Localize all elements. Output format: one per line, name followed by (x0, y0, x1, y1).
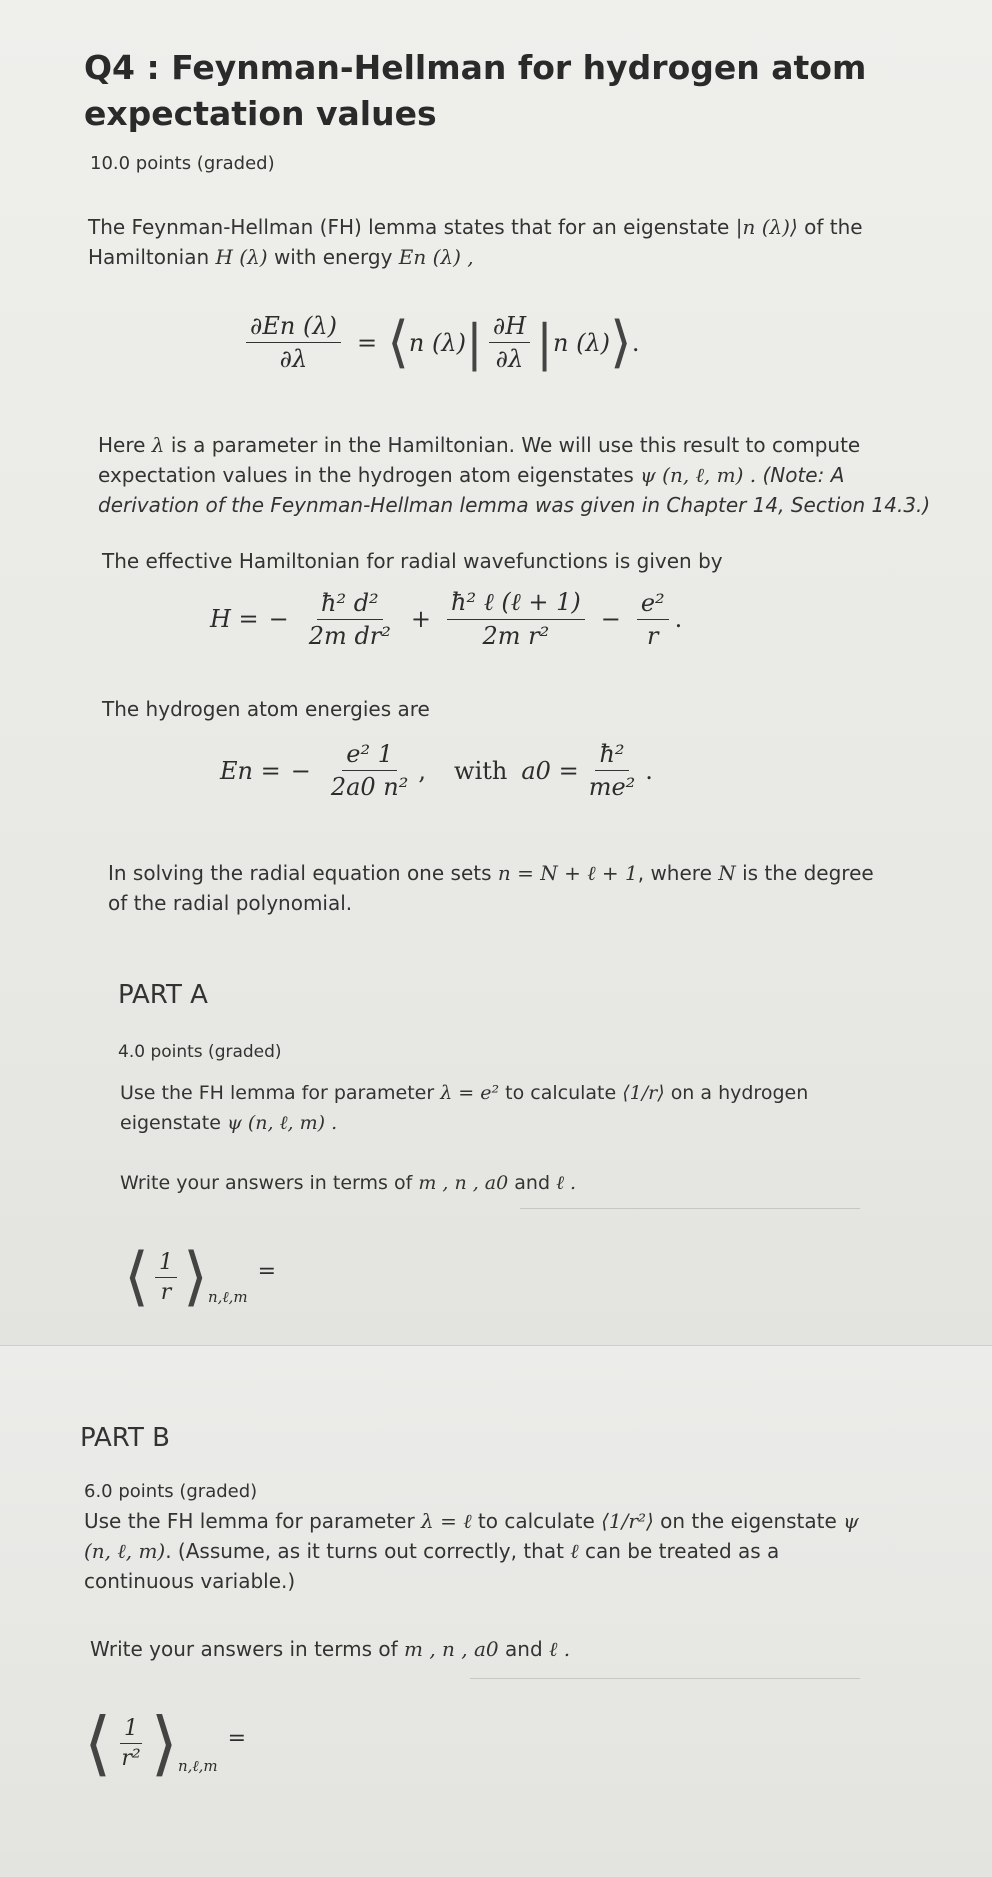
part-b-points: 6.0 points (graded) (84, 1481, 258, 1502)
part-a-divider (520, 1208, 860, 1209)
intro-hamiltonian: H (λ) (215, 245, 268, 269)
fh-lemma-equation: $\frac{\partial En (\lambda)}{\partial\lambda}$ = ⟨ n (λ) | $\frac{\partial H}{\partial\lambda}$ | n (λ) ⟩ . (240, 312, 640, 373)
radial-hamiltonian-equation: H = − $\frac{\text{ħ² d²}}{\text{2m dr²}}$ + $\frac{\text{ħ² ℓ (ℓ + 1)}}{\text{2m r²}}$ − $\frac{\text{e²}}{r}$ . (210, 588, 683, 650)
parameter-paragraph: Here λ is a parameter in the Hamiltonian. We will use this result to compute expectation values in the hydrogen atom eigenstates ψ (n, ℓ, m) . (Note: A derivation of the Feynman-Hellman lemma was given in Chapter 14, Section 14.3.) (98, 433, 931, 517)
intro-text-4: with energy (273, 245, 393, 269)
part-b-divider (470, 1678, 860, 1679)
problem-points: 10.0 points (graded) (90, 153, 275, 174)
fh-lhs-fraction: $\frac{\partial En (\lambda)}{\partial\lambda}$ (246, 312, 341, 373)
part-a-instructions: Write your answers in terms of m , n , a0 and ℓ . (120, 1172, 577, 1194)
part-b-section (0, 1345, 992, 1877)
radial-degree-paragraph: In solving the radial equation one sets n = N + ℓ + 1, where N is the degree of the radial polynomial. (108, 861, 874, 915)
intro-ket: |n (λ)⟩ (735, 215, 798, 239)
problem-title: Q4 : Feynman-Hellman for hydrogen atom expectation values (84, 48, 867, 133)
intro-text-2: of the (804, 215, 863, 239)
part-a-heading: PART A (118, 980, 208, 1010)
intro-text-1: The Feynman-Hellman (FH) lemma states that for an eigenstate (88, 215, 730, 239)
part-b-answer-input[interactable] (256, 1728, 376, 1758)
intro-text-3: Hamiltonian (88, 245, 210, 269)
intro-energy: En (λ) , (398, 245, 474, 269)
hydrogen-energy-equation: En = − $\frac{\text{e² 1}}{\text{2a0 n²}}$ , with a0 = $\frac{\text{ħ²}}{\text{me²}}$ . (220, 740, 653, 801)
part-a-answer-row: ⟨ $\frac{1}{r}$ ⟩ n,ℓ,m = (124, 1245, 406, 1309)
part-a-points: 4.0 points (graded) (118, 1042, 282, 1062)
part-a-question: Use the FH lemma for parameter λ = e² to calculate ⟨1/r⟩ on a hydrogen eigenstate ψ (n, ℓ, m) . (120, 1082, 809, 1134)
hamiltonian-intro: The effective Hamiltonian for radial wavefunctions is given by (102, 549, 723, 573)
part-b-heading: PART B (80, 1423, 170, 1453)
fh-operator-fraction: $\frac{\partial H}{\partial\lambda}$ (489, 312, 530, 373)
chapter-note: (Note: A derivation of the Feynman-Hellman lemma was given in Chapter 14, Section 14.3.) (98, 463, 931, 517)
part-b-instructions: Write your answers in terms of m , n , a0 and ℓ . (90, 1637, 571, 1661)
part-b-answer-row: ⟨ $\frac{1}{\text{r²}}$ ⟩ n,ℓ,m = (84, 1708, 376, 1778)
energies-intro: The hydrogen atom energies are (102, 697, 430, 721)
intro-paragraph (88, 212, 938, 272)
part-b-question: Use the FH lemma for parameter λ = ℓ to calculate ⟨1/r²⟩ on the eigenstate ψ (n, ℓ, m). (Assume, as it turns out correctly, that ℓ can be treated as a continuous variable.) (84, 1509, 859, 1593)
fh-bra: n (λ) (408, 328, 466, 357)
part-a-answer-input[interactable] (286, 1262, 406, 1292)
fh-ket: n (λ) (553, 328, 611, 357)
